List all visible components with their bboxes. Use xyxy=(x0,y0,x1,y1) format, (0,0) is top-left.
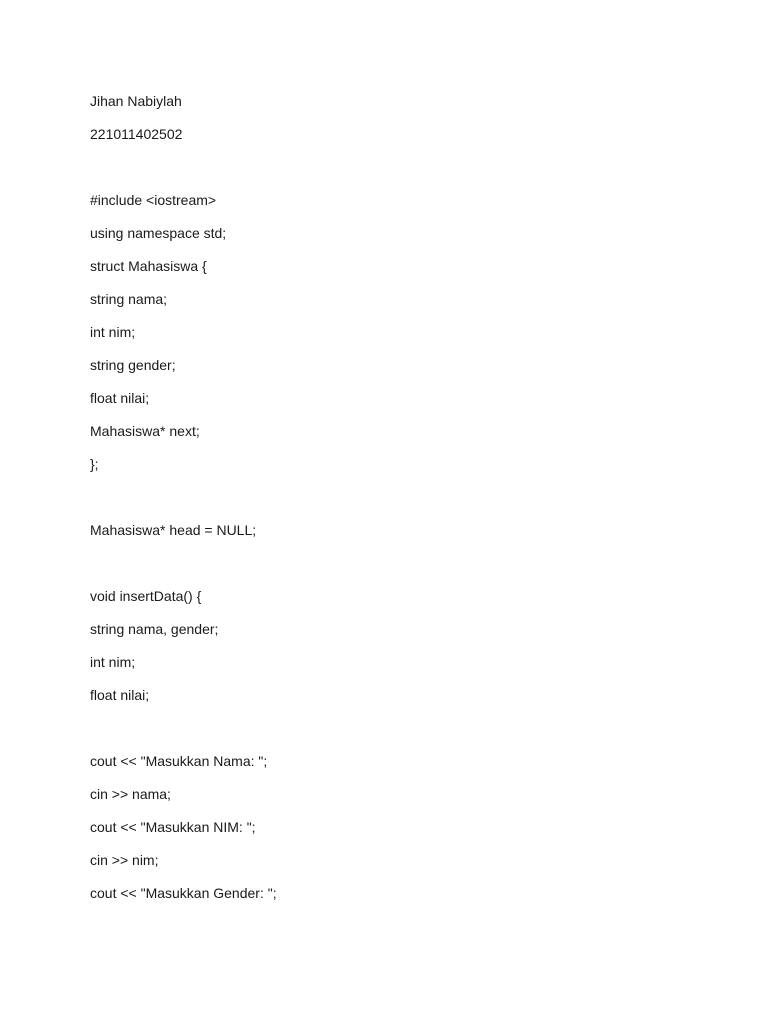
code-line: string gender; xyxy=(90,357,176,373)
code-line: Mahasiswa* head = NULL; xyxy=(90,522,257,538)
code-line: int nim; xyxy=(90,324,136,340)
code-line: cout << "Masukkan Gender: "; xyxy=(90,885,277,901)
code-line: cin >> nama; xyxy=(90,786,171,802)
code-line: void insertData() { xyxy=(90,588,202,604)
code-line: cin >> nim; xyxy=(90,852,159,868)
code-line xyxy=(90,718,710,751)
document-body xyxy=(90,91,710,916)
code-line: float nilai; xyxy=(90,390,150,406)
student-id: 221011402502 xyxy=(90,126,183,142)
code-line xyxy=(90,487,710,520)
code-line: float nilai; xyxy=(90,687,150,703)
code-line: string nama, gender; xyxy=(90,621,219,637)
code-line: Mahasiswa* next; xyxy=(90,423,200,439)
code-line: int nim; xyxy=(90,654,136,670)
code-line: struct Mahasiswa { xyxy=(90,258,207,274)
code-line: cout << "Masukkan NIM: "; xyxy=(90,819,256,835)
code-line: string nama; xyxy=(90,291,168,307)
code-line xyxy=(90,553,710,586)
author-name: Jihan Nabiylah xyxy=(90,93,182,109)
code-line: }; xyxy=(90,456,99,472)
code-line: using namespace std; xyxy=(90,225,227,241)
code-line xyxy=(90,157,710,190)
code-line: #include <iostream> xyxy=(90,192,217,208)
code-line: cout << "Masukkan Nama: "; xyxy=(90,753,268,769)
